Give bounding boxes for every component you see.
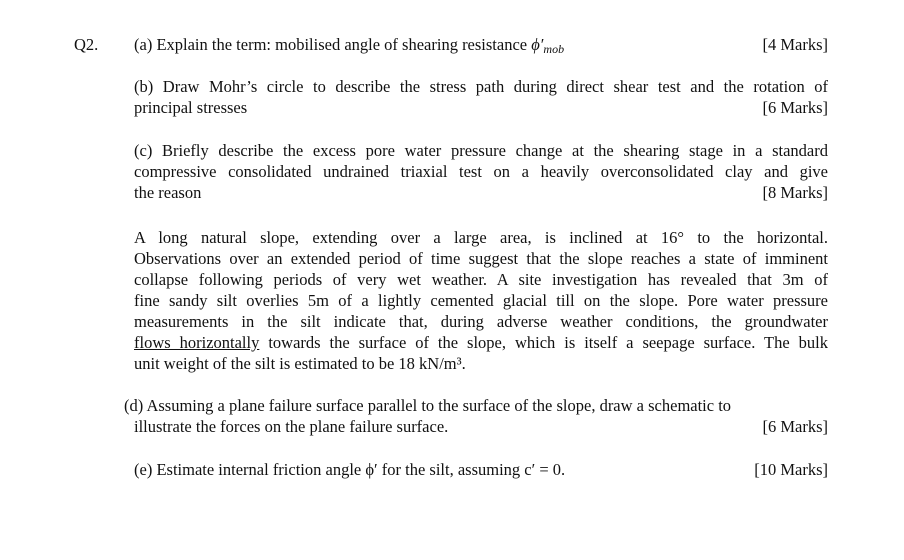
part-a [134, 34, 828, 60]
phi-subscript: mob [543, 42, 565, 56]
phi-symbol: ϕ′ [531, 35, 544, 54]
part-a-marks: [4 Marks] [762, 35, 828, 54]
part-b-line-1: (b) Draw Mohr’s circle to describe the stress path during direct shear test and the rotation of [134, 77, 828, 96]
slope-passage [134, 227, 828, 374]
passage-line-1: A long natural slope, extending over a large area, is inclined at 16° to the horizontal. [134, 228, 828, 247]
part-c-line-3: the reason [134, 183, 202, 202]
part-d-line-2: illustrate the forces on the plane failure surface. [134, 417, 449, 436]
part-e [134, 459, 828, 480]
part-d-line-1: (d) Assuming a plane failure surface parallel to the surface of the slope, draw a schematic to [124, 396, 732, 415]
part-a-label: (a) Explain the term: mobilised angle of shearing resistance [134, 35, 532, 54]
passage-line-7: unit weight of the silt is estimated to be 18 kN/m³. [134, 354, 466, 373]
question-number: Q2. [74, 35, 99, 54]
part-b [134, 76, 828, 118]
passage-line-6 [134, 332, 828, 353]
passage-line-3: collapse following periods of very wet weather. A site investigation has revealed that 3m of [134, 270, 828, 289]
part-b-marks: [6 Marks] [762, 98, 828, 117]
passage-line-4: fine sandy silt overlies 5m of a lightly cemented glacial till on the slope. Pore water pressure [134, 291, 828, 310]
passage-line-2: Observations over an extended period of time suggest that the slope reaches a state of imminent [134, 249, 828, 268]
part-e-text: (e) Estimate internal friction angle ϕ′ for the silt, assuming c′ = 0. [134, 460, 566, 479]
part-b-line-2: principal stresses [134, 98, 248, 117]
part-c-line-1: (c) Briefly describe the excess pore water pressure change at the shearing stage in a standard [134, 141, 828, 160]
part-a-text [134, 34, 564, 60]
part-c [134, 140, 828, 203]
part-d [124, 395, 828, 437]
passage-line-5: measurements in the silt indicate that, during adverse weather conditions, the groundwater [134, 312, 828, 331]
passage-line-6-rest: towards the surface of the slope, which is itself a seepage surface. The bulk [259, 333, 828, 352]
part-c-marks: [8 Marks] [762, 183, 828, 202]
part-d-marks: [6 Marks] [762, 417, 828, 436]
underlined-phrase: flows horizontally [134, 333, 260, 352]
part-e-marks: [10 Marks] [754, 460, 828, 479]
part-c-line-2: compressive consolidated undrained triaxial test on a heavily overconsolidated clay and give [134, 162, 828, 181]
